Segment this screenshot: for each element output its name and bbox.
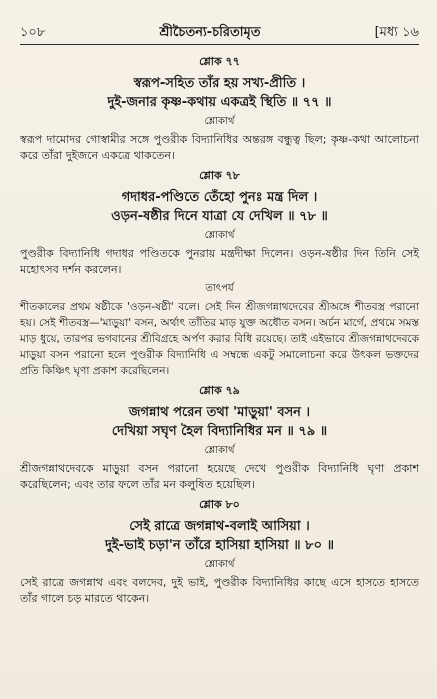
verse-line-2: দুই-জনার কৃষ্ণ-কথায় একত্রই স্থিতি ॥ ৭৭ ॥ <box>107 95 332 110</box>
verse-78 <box>20 167 419 226</box>
verse-line-2: ওড়ন-ষষ্ঠীর দিনে যাত্রা যে দেখিল ॥ ৭৮ ॥ <box>111 209 328 224</box>
verse-line-1: সেই রাত্রে জগন্নাথ-বলাই আসিয়া । <box>129 519 310 534</box>
verse-79 <box>20 382 419 441</box>
verse-line-2: দেখিয়া সঘৃণ হৈল বিদ্যানিধির মন ॥ ৭৯ ॥ <box>111 424 328 439</box>
verse-line-1: গদাধর-পণ্ডিতে তেঁহো পুনঃ মন্ত্র দিল । <box>121 190 318 205</box>
verse-80 <box>20 496 419 555</box>
translation-label: শ্লোকার্থ <box>204 116 235 127</box>
translation-label: শ্লোকার্থ <box>204 230 235 241</box>
translation-text: স্বরূপ দামোদর গোস্বামীর সঙ্গে পুণ্ডরীক বিদ্যানিধির অন্তরঙ্গ বন্ধুত্ব ছিল; কৃষ্ণ-কথা আলোচনা করে তাঁরা দুইজনে একত্রে থাকতেন। <box>20 133 419 162</box>
page-number: ১০৮ <box>20 24 46 40</box>
verse-line-2: দুই-ভাই চড়া'ন তাঁরে হাসিয়া হাসিয়া ॥ ৮০ ॥ <box>105 538 334 553</box>
verse-number: শ্লোক ৭৭ <box>199 55 240 68</box>
translation-text: পুণ্ডরীক বিদ্যানিধি গদাধর পণ্ডিতকে পুনরায় মন্ত্রদীক্ষা দিলেন। ওড়ন-ষষ্ঠীর দিন তিনি সেই মহোৎসব দর্শন করলেন। <box>20 247 419 276</box>
section-indicator: [মধ্য ১৬ <box>374 24 419 40</box>
translation-text: শ্রীজগন্নাথদেবকে মাড়ুয়া বসন পরানো হয়েছে দেখে পুণ্ডরীক বিদ্যানিধি ঘৃণা প্রকাশ করেছিলেন; এবং তার ফলে তাঁর মন কলুষিত হয়েছিল। <box>20 462 419 491</box>
verse-line-1: স্বরূপ-সহিত তাঁর হয় সখ্য-প্রীতি । <box>133 76 306 91</box>
verse-77 <box>20 53 419 112</box>
verse-number: শ্লোক ৮০ <box>199 498 240 511</box>
translation-label: শ্লোকার্থ <box>204 445 235 456</box>
translation-text: সেই রাত্রে জগন্নাথ এবং বলদেব, দুই ভাই, পুণ্ডরীক বিদ্যানিধির কাছে এসে হাসতে হাসতে তাঁর গালে চড় মারতে থাকেন। <box>20 576 419 605</box>
page-header <box>20 22 419 45</box>
purport-label: তাৎপর্য <box>205 283 234 294</box>
verse-line-1: জগন্নাথ পরেন তথা 'মাড়ুয়া' বসন । <box>128 405 311 420</box>
purport-text: শীতকালের প্রথম ষষ্ঠীকে 'ওড়ন-ষষ্ঠী' বলে। সেই দিন শ্রীজগন্নাথদেবের শ্রীঅঙ্গে শীতবস্ত্র পরানো হয়। সেই শীতবস্ত্র—'মাড়ুয়া' বসন, অর্থাৎ তাঁতির মাড় যুক্ত অধৌত বসন। অর্চন মার্গে, প্রথমে সমস্ত মাড় ধুয়ে, তারপর ভগবানের শ্রীবিগ্রহে অর্পণ করার বিধি রয়েছে। তাই এইভাবে শ্রীজগন্নাথদেবকে মাড়ুয়া বসন পরানো হলে পুণ্ডরীক বিদ্যানিধি এ সম্বন্ধে একটু সমালোচনা করে উৎকল ভক্তদের প্রতি কিঞ্চিৎ ঘৃণা প্রকাশ করেছিলেন। <box>20 301 419 377</box>
translation-label: শ্লোকার্থ <box>204 559 235 570</box>
verse-number: শ্লোক ৭৮ <box>199 169 240 182</box>
book-title: শ্রীচৈতন্য-চরিতামৃত <box>159 24 261 40</box>
verse-number: শ্লোক ৭৯ <box>199 384 240 397</box>
